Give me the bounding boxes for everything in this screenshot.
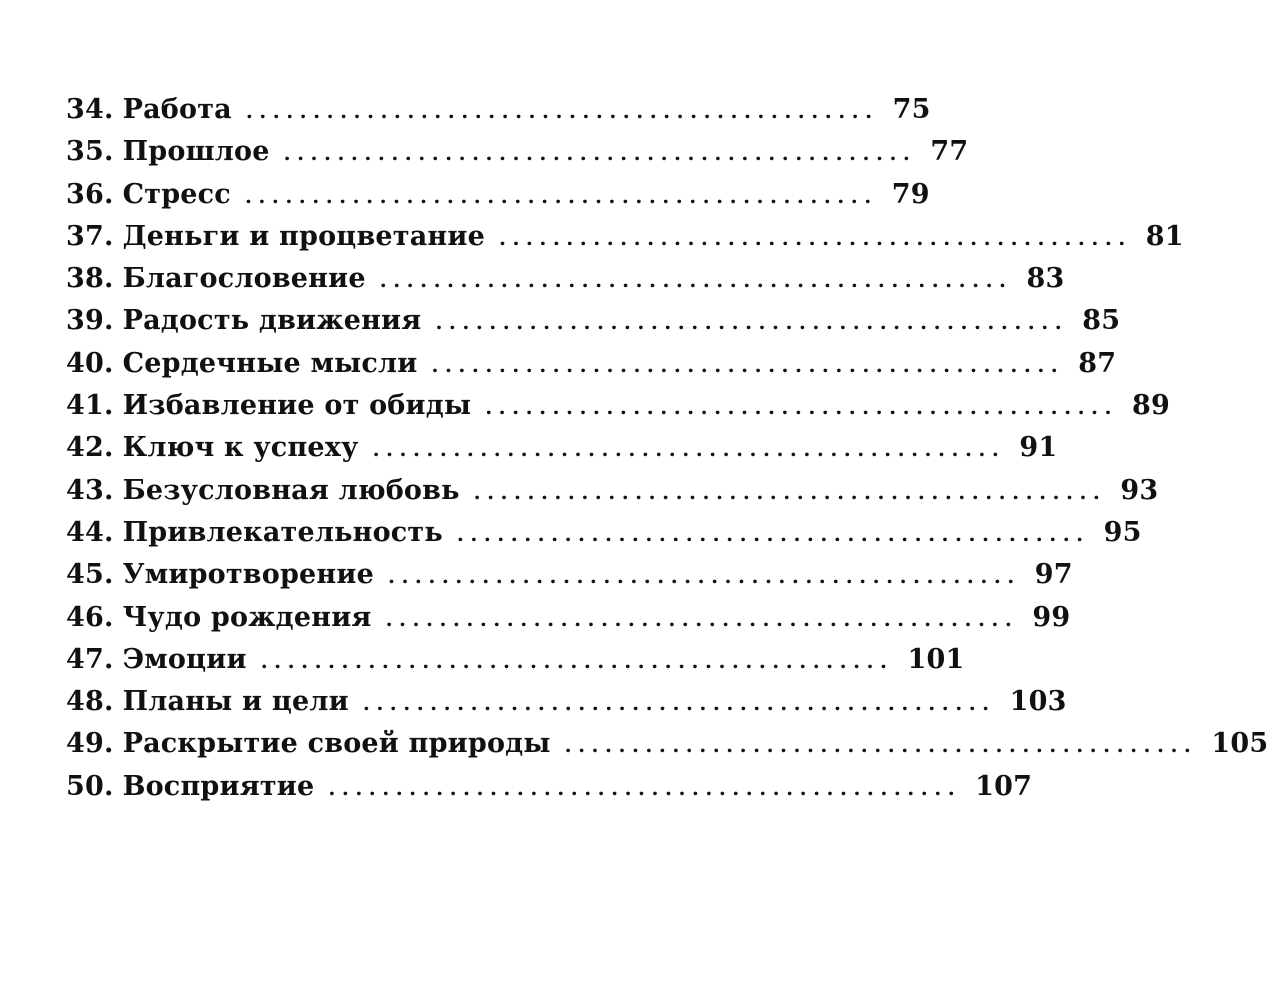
- toc-entry-title: Прошлое: [122, 136, 270, 168]
- toc-entry: [66, 601, 1071, 644]
- toc-leader-dots: ...............................................: [473, 479, 1107, 504]
- toc-entry-number: 41.: [66, 390, 114, 422]
- toc-entry-title: Чудо рождения: [122, 601, 372, 633]
- toc-entry-title: Умиротворение: [122, 559, 374, 591]
- table-of-contents: [66, 94, 1268, 813]
- toc-entry: [66, 220, 1184, 263]
- toc-entry: [66, 516, 1142, 559]
- toc-entry-page: 101: [907, 643, 965, 675]
- toc-entry-page: 79: [891, 178, 930, 210]
- toc-leader-dots: ...............................................: [372, 437, 1006, 462]
- toc-entry-number: 35.: [66, 136, 114, 168]
- toc-entry: [66, 347, 1117, 390]
- toc-entry: [66, 178, 930, 221]
- toc-leader-dots: ...............................................: [456, 521, 1090, 546]
- toc-leader-dots: ...............................................: [283, 141, 917, 166]
- toc-entry: [66, 94, 931, 136]
- toc-entry: [66, 305, 1121, 347]
- toc-entry-number: 38.: [66, 263, 114, 295]
- toc-entry-page: 77: [930, 136, 969, 168]
- toc-entry-page: 99: [1032, 601, 1071, 633]
- toc-entry-page: 85: [1082, 305, 1121, 337]
- toc-leader-dots: ...............................................: [328, 775, 962, 800]
- toc-entry: [66, 136, 969, 178]
- toc-entry-page: 103: [1009, 686, 1067, 718]
- toc-entry-page: 107: [975, 770, 1033, 802]
- toc-entry: [66, 474, 1159, 517]
- toc-entry-page: 105: [1211, 728, 1268, 760]
- toc-leader-dots: ...............................................: [435, 310, 1069, 335]
- toc-entry-page: 89: [1131, 390, 1170, 422]
- toc-entry: [66, 263, 1065, 305]
- toc-entry: [66, 686, 1067, 728]
- toc-leader-dots: ...............................................: [564, 733, 1198, 758]
- toc-entry-title: Работа: [122, 94, 232, 125]
- toc-entry-title: Сердечные мысли: [122, 347, 418, 379]
- toc-entry-title: Избавление от обиды: [122, 390, 472, 422]
- toc-entry-number: 47.: [66, 643, 114, 675]
- toc-leader-dots: ...............................................: [362, 691, 996, 716]
- toc-entry-title: Стресс: [122, 178, 231, 210]
- toc-entry-title: Благословение: [122, 263, 366, 295]
- toc-leader-dots: ...............................................: [498, 225, 1132, 250]
- toc-leader-dots: ...............................................: [485, 395, 1118, 420]
- toc-entry-number: 42.: [66, 432, 114, 464]
- toc-leader-dots: ...............................................: [379, 268, 1013, 293]
- toc-leader-dots: ...............................................: [260, 648, 894, 673]
- toc-entry-number: 34.: [66, 94, 114, 125]
- toc-entry: [66, 770, 1033, 813]
- toc-entry-number: 49.: [66, 728, 114, 760]
- toc-entry-title: Безусловная любовь: [122, 474, 460, 506]
- toc-entry-page: 91: [1019, 432, 1058, 464]
- toc-entry-page: 81: [1145, 220, 1184, 252]
- toc-leader-dots: ...............................................: [245, 99, 879, 123]
- toc-entry-title: Эмоции: [122, 643, 247, 675]
- toc-entry-title: Планы и цели: [122, 686, 349, 718]
- toc-entry-number: 43.: [66, 474, 114, 506]
- toc-leader-dots: ...............................................: [431, 352, 1065, 377]
- toc-entry-number: 39.: [66, 305, 114, 337]
- toc-entry-page: 97: [1034, 559, 1073, 591]
- toc-entry-page: 95: [1103, 516, 1142, 548]
- toc-leader-dots: ...............................................: [385, 606, 1019, 631]
- toc-entry-title: Восприятие: [122, 770, 315, 802]
- toc-entry-number: 48.: [66, 686, 114, 718]
- toc-entry-number: 44.: [66, 516, 114, 548]
- toc-entry-number: 50.: [66, 770, 114, 802]
- toc-entry-page: 93: [1120, 474, 1159, 506]
- toc-entry-number: 46.: [66, 601, 114, 633]
- toc-leader-dots: ...............................................: [244, 183, 878, 208]
- toc-entry: [66, 728, 1268, 770]
- toc-entry: [66, 390, 1170, 432]
- toc-entry-title: Привлекательность: [122, 516, 443, 548]
- toc-entry-number: 37.: [66, 220, 114, 252]
- toc-entry-title: Радость движения: [122, 305, 422, 337]
- toc-entry-page: 87: [1078, 347, 1117, 379]
- toc-entry-number: 45.: [66, 559, 114, 591]
- toc-entry-title: Деньги и процветание: [122, 220, 485, 252]
- toc-entry-title: Ключ к успеху: [122, 432, 359, 464]
- toc-leader-dots: ...............................................: [387, 564, 1021, 589]
- toc-entry: [66, 559, 1073, 601]
- toc-entry-number: 40.: [66, 347, 114, 379]
- toc-entry: [66, 432, 1058, 474]
- toc-entry-page: 83: [1026, 263, 1065, 295]
- toc-entry: [66, 643, 965, 686]
- toc-entry-number: 36.: [66, 178, 114, 210]
- toc-entry-title: Раскрытие своей природы: [122, 728, 551, 760]
- toc-entry-page: 75: [892, 94, 931, 125]
